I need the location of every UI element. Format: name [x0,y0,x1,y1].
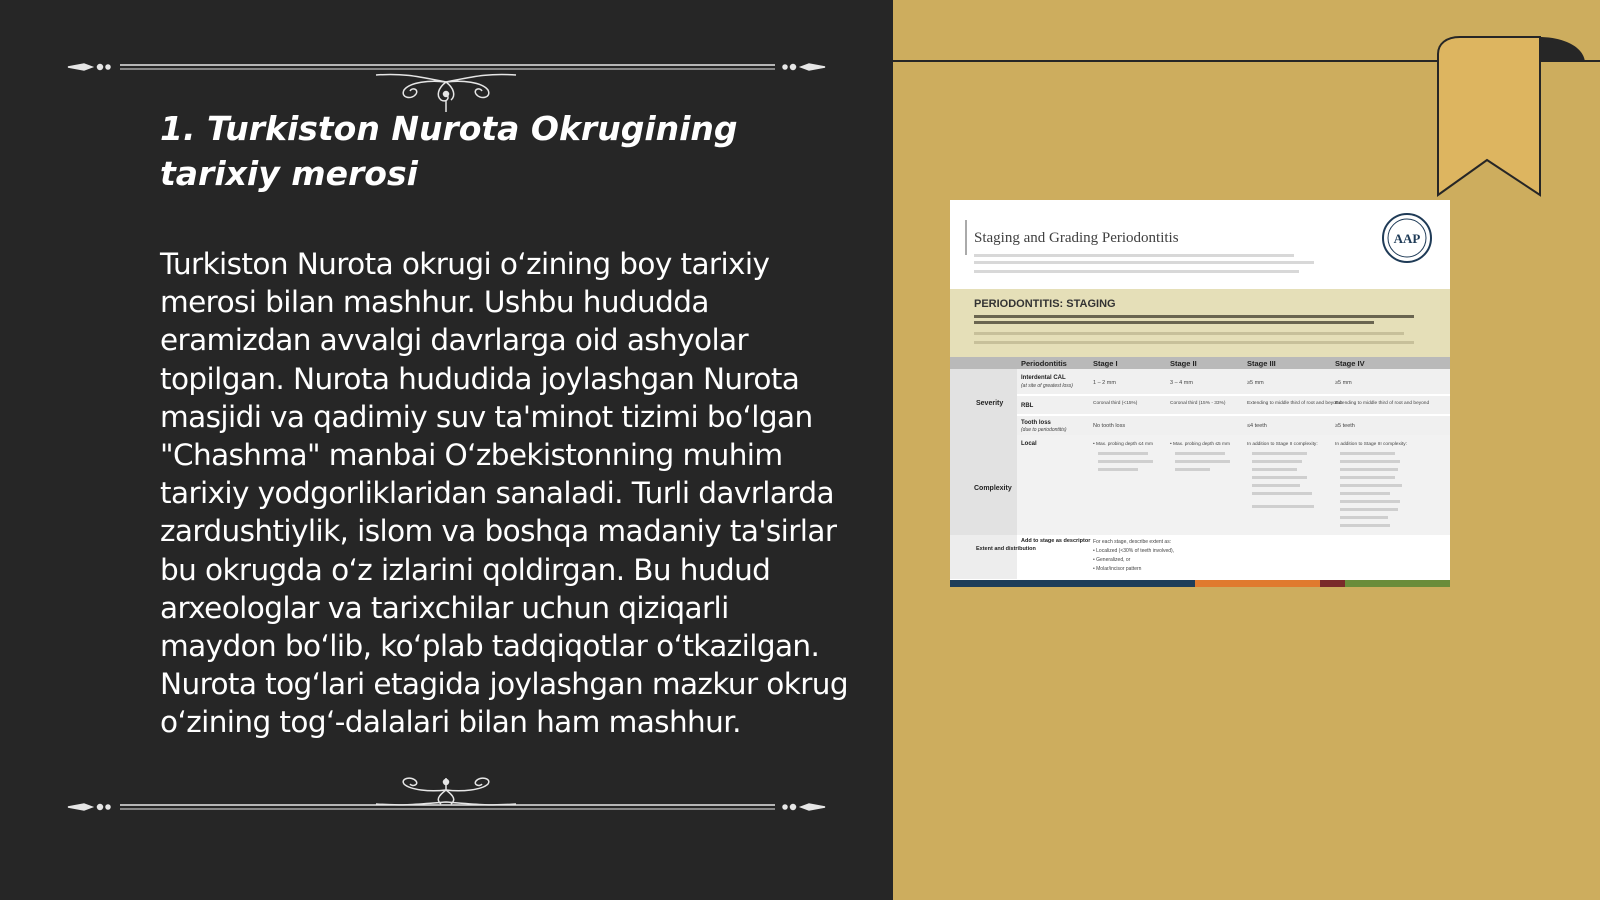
poster-row-label: Interdental CAL [1021,375,1066,381]
aap-seal-logo [1383,214,1431,262]
poster-row-label: Tooth loss [1021,420,1051,426]
poster-cell: In addition to Stage III complexity: [1335,442,1407,447]
poster-cell: • Molar/incisor pattern [1093,566,1142,572]
poster-cell: • Localized (<30% of teeth involved), [1093,548,1175,554]
poster-cell: • Max. probing depth ≤5 mm [1170,442,1231,447]
poster-cell: 3 – 4 mm [1170,380,1193,386]
poster-row-sublabel: (due to periodontitis) [1021,427,1067,433]
poster-cell: Coronal third (<15%) [1093,401,1138,406]
poster-cell: ≥5 mm [1247,380,1264,386]
poster-section-title: PERIODONTITIS: STAGING [974,298,1116,310]
poster-col-header: Stage I [1093,359,1118,368]
poster-cell: Extending to middle third of root and beyond [1335,401,1430,406]
poster-cell: ≥5 mm [1335,380,1352,386]
poster-cell: Extending to middle third of root and beyond [1247,401,1342,406]
poster-group-label: Severity [976,400,1004,407]
poster-cell: No tooth loss [1093,423,1126,429]
poster-row-label: Add to stage as descriptor [1021,538,1091,544]
poster-group-label: Extent and distribution [976,546,1036,552]
poster-cell: For each stage, describe extent as: [1093,539,1172,545]
poster-row-label: RBL [1021,403,1034,409]
poster-col-header: Stage III [1247,359,1276,368]
poster-row-sublabel: (at site of greatest loss) [1021,383,1073,389]
poster-col-header: Stage IV [1335,359,1365,368]
poster-cell: ≤4 teeth [1247,423,1267,429]
poster-cell: Coronal third (15% - 33%) [1170,401,1226,406]
poster-col-header: Stage II [1170,359,1197,368]
poster-cell: • Generalized, or [1093,557,1131,563]
poster-row-label: Local [1021,441,1037,447]
slide-body-text: Turkiston Nurota okrugi o‘zining boy tarixiy merosi bilan mashhur. Ushbu hududda eramizdan avvalgi davrlarga oid ashyolar topilgan. Nurota hududida joylashgan Nurota masjidi va qadimiy suv ta'minot tizimi bo‘lgan "Chashma" manbai O‘zbekistonning muhim tarixiy yodgorliklaridan sanaladi. Turli davrlarda zardushtiylik, islom va boshqa madaniy ta'sirlar bu okrugda o‘z izlarini qoldirgan. Bu hudud arxeologlar va tarixchilar uchun qiziqarli maydon bo‘lib, ko‘plab tadqiqotlar o‘tkazilgan. Nurota tog‘lari etagida joylashgan mazkur okrug o‘zining tog‘-dalalari bilan ham mashhur. [160,247,848,740]
periodontitis-staging-image [950,200,1450,587]
poster-cell: 1 – 2 mm [1093,380,1116,386]
poster-cell: • Max. probing depth ≤4 mm [1093,442,1154,447]
poster-cell: In addition to Stage II complexity: [1247,442,1318,447]
poster-title: Staging and Grading Periodontitis [974,230,1179,246]
aap-logo-text: AAP [1393,231,1421,246]
poster-col-header: Periodontitis [1021,359,1067,368]
poster-cell: ≥5 teeth [1335,423,1355,429]
poster-group-label: Complexity [974,485,1012,492]
slide-title: 1. Turkiston Nurota Okrugining tarixiy merosi [160,109,738,193]
